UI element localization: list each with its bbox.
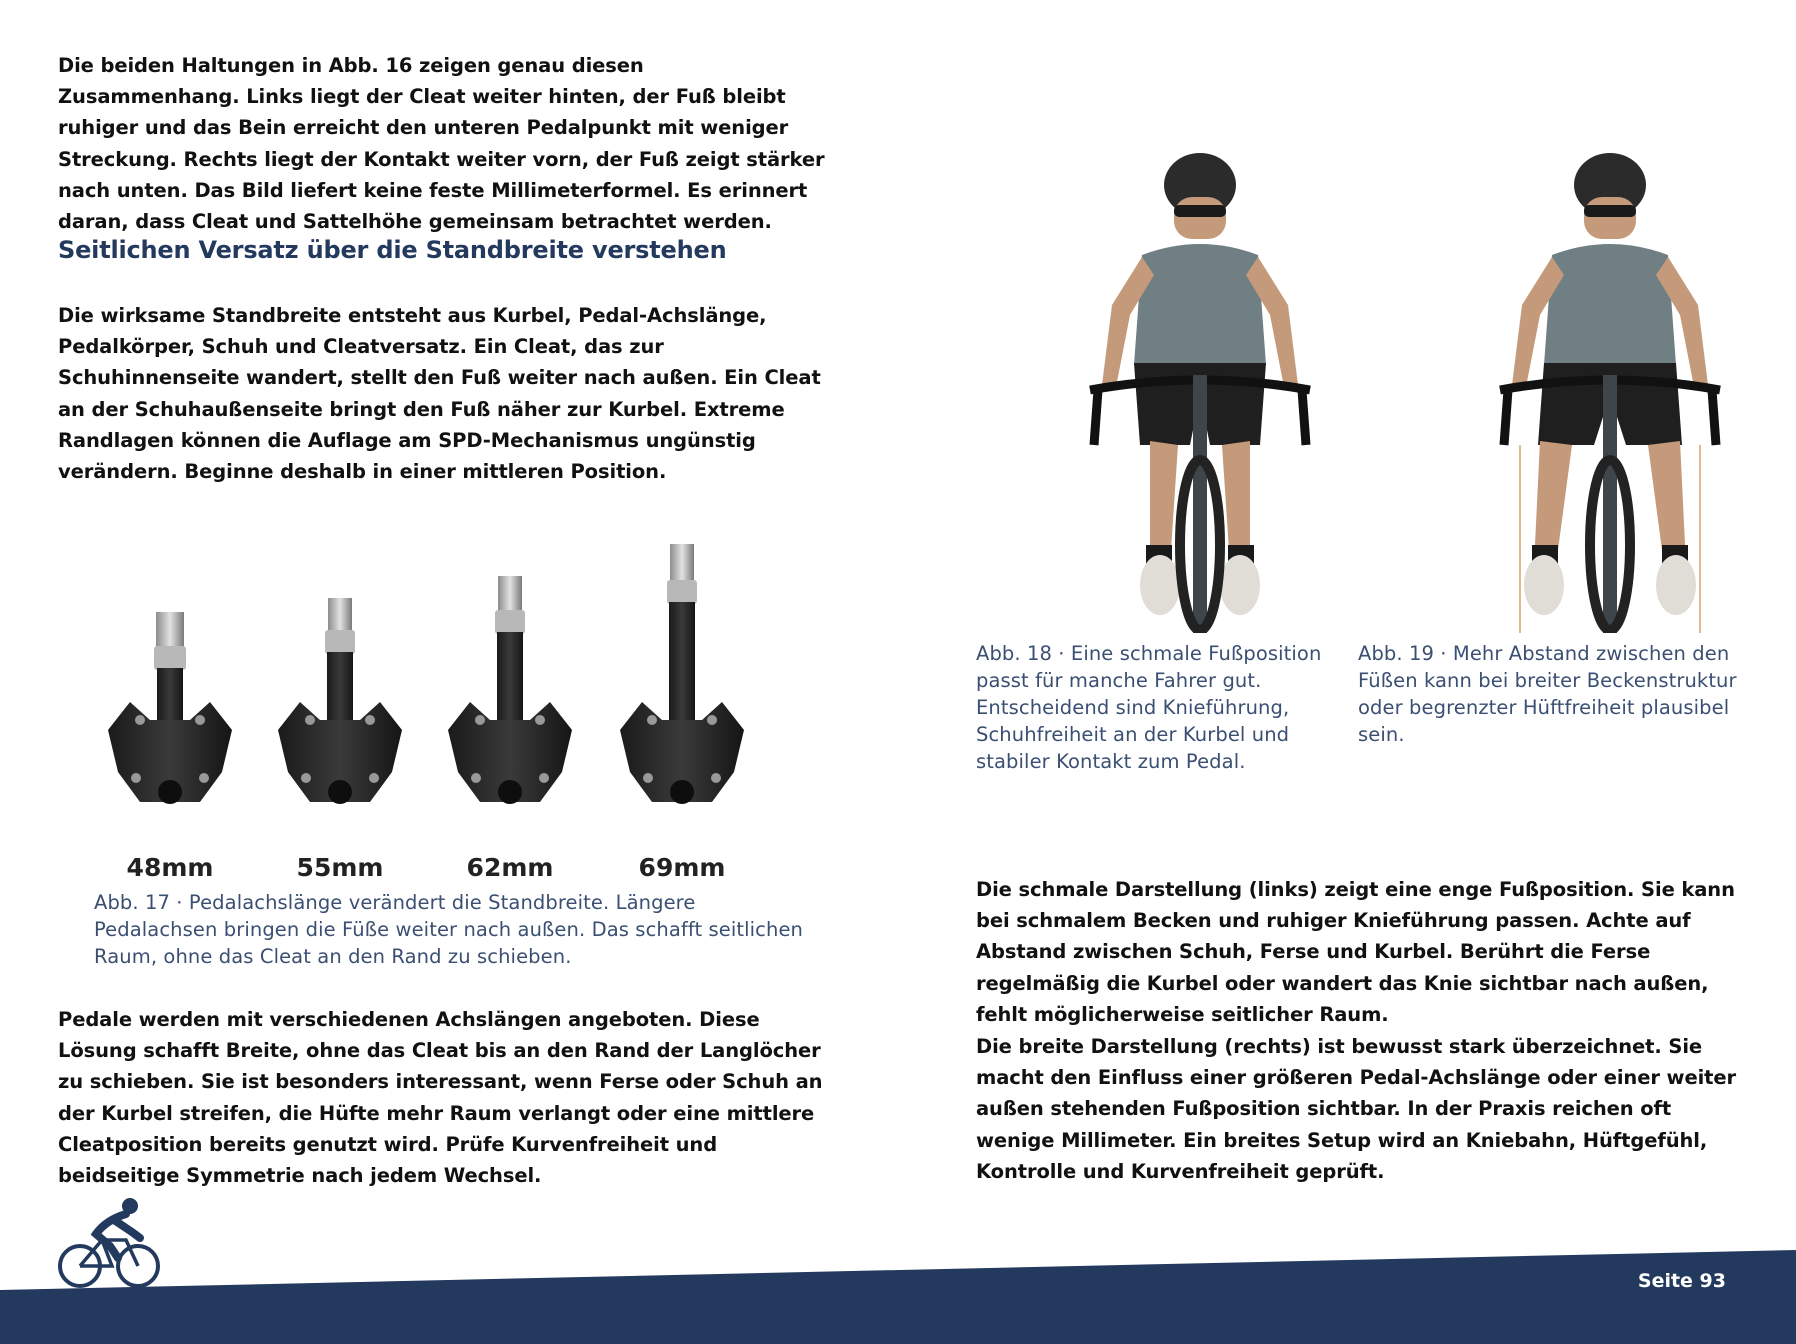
pedal-62mm xyxy=(448,576,572,804)
pedal-label-55mm: 55mm xyxy=(296,853,384,882)
pedal-label-62mm: 62mm xyxy=(466,853,554,882)
pedal-48mm xyxy=(108,612,232,804)
pedal-55mm xyxy=(278,598,402,804)
cyclist-icon xyxy=(56,1196,160,1290)
axle-length-paragraph: Pedale werden mit verschiedenen Achslängen angeboten. Diese Lösung schafft Breite, ohne das Cleat bis an den Rand der Langlöcher zu schieben. Sie ist besonders interessant, wenn Ferse oder Schuh an der Kurbel streifen, die Hüfte mehr Raum verlangt oder eine mittlere Cleatposition bereits genutzt wird. Prüfe Kurvenfreiheit und beidseitige Symmetrie nach jedem Wechsel. xyxy=(58,1008,823,1188)
stance-width-paragraph: Die wirksame Standbreite entsteht aus Kurbel, Pedal-Achslänge, Pedalkörper, Schuh und Cleatversatz. Ein Cleat, das zur Schuhinnenseite wandert, stellt den Fuß weiter nach außen. Ein Cleat an der Schuhaußenseite bringt den Fuß näher zur Kurbel. Extreme Randlagen können die Auflage am SPD-Mechanismus ungünstig verändern. Beginne deshalb in einer mittleren Position. xyxy=(58,304,821,484)
figure-17-caption: Abb. 17 · Pedalachslänge verändert die Standbreite. Längere Pedalachsen bringen die Füße weiter nach außen. Das schafft seitlichen Raum, ohne das Cleat an den Rand zu schieben. xyxy=(94,891,804,968)
footer-band xyxy=(0,1240,1796,1344)
rider-wide-stance-image xyxy=(1460,145,1760,633)
intro-paragraph: Die beiden Haltungen in Abb. 16 zeigen genau diesen Zusammenhang. Links liegt der Cleat weiter hinten, der Fuß bleibt ruhiger und das Bein erreicht den unteren Pedalpunkt mit weniger Streckung. Rechts liegt der Kontakt weiter vorn, der Fuß zeigt stärker nach unten. Das Bild liefert keine feste Millimeterformel. Es erinnert daran, dass Cleat und Sattelhöhe gemeinsam betrachtet werden. xyxy=(58,54,825,234)
wide-stance-paragraph: Die breite Darstellung (rechts) ist bewusst stark überzeichnet. Sie macht den Einfluss einer größeren Pedal-Achslänge oder einer weiter außen stehenden Fußposition sichtbar. In der Praxis reichen oft wenige Millimeter. Ein breites Setup wird an Kniebahn, Hüftgefühl, Kontrolle und Kurvenfreiheit geprüft. xyxy=(976,1035,1737,1183)
pedal-label-69mm: 69mm xyxy=(638,853,726,882)
figure-19-caption: Abb. 19 · Mehr Abstand zwischen den Füßen kann bei breiter Beckenstruktur oder begrenzter Hüftfreiheit plausibel sein. xyxy=(1358,642,1737,746)
pedal-69mm xyxy=(620,544,744,804)
narrow-stance-paragraph: Die schmale Darstellung (links) zeigt eine enge Fußposition. Sie kann bei schmalem Becken und ruhiger Knieführung passen. Achte auf Abstand zwischen Schuh, Ferse und Kurbel. Berührt die Ferse regelmäßig die Kurbel oder wandert das Knie sichtbar nach außen, fehlt möglicherweise seitlicher Raum. xyxy=(976,878,1735,1026)
pedal-axle-figure xyxy=(90,540,790,885)
section-heading: Seitlichen Versatz über die Standbreite verstehen xyxy=(58,236,727,264)
page-number: Seite 93 xyxy=(1637,1270,1726,1292)
pedal-illustration xyxy=(90,540,790,850)
pedal-label-48mm: 48mm xyxy=(126,853,214,882)
figure-18-caption: Abb. 18 · Eine schmale Fußposition passt für manche Fahrer gut. Entscheidend sind Knieführung, Schuhfreiheit an der Kurbel und stabiler Kontakt zum Pedal. xyxy=(976,642,1322,773)
rider-narrow-stance-image xyxy=(1050,145,1350,633)
